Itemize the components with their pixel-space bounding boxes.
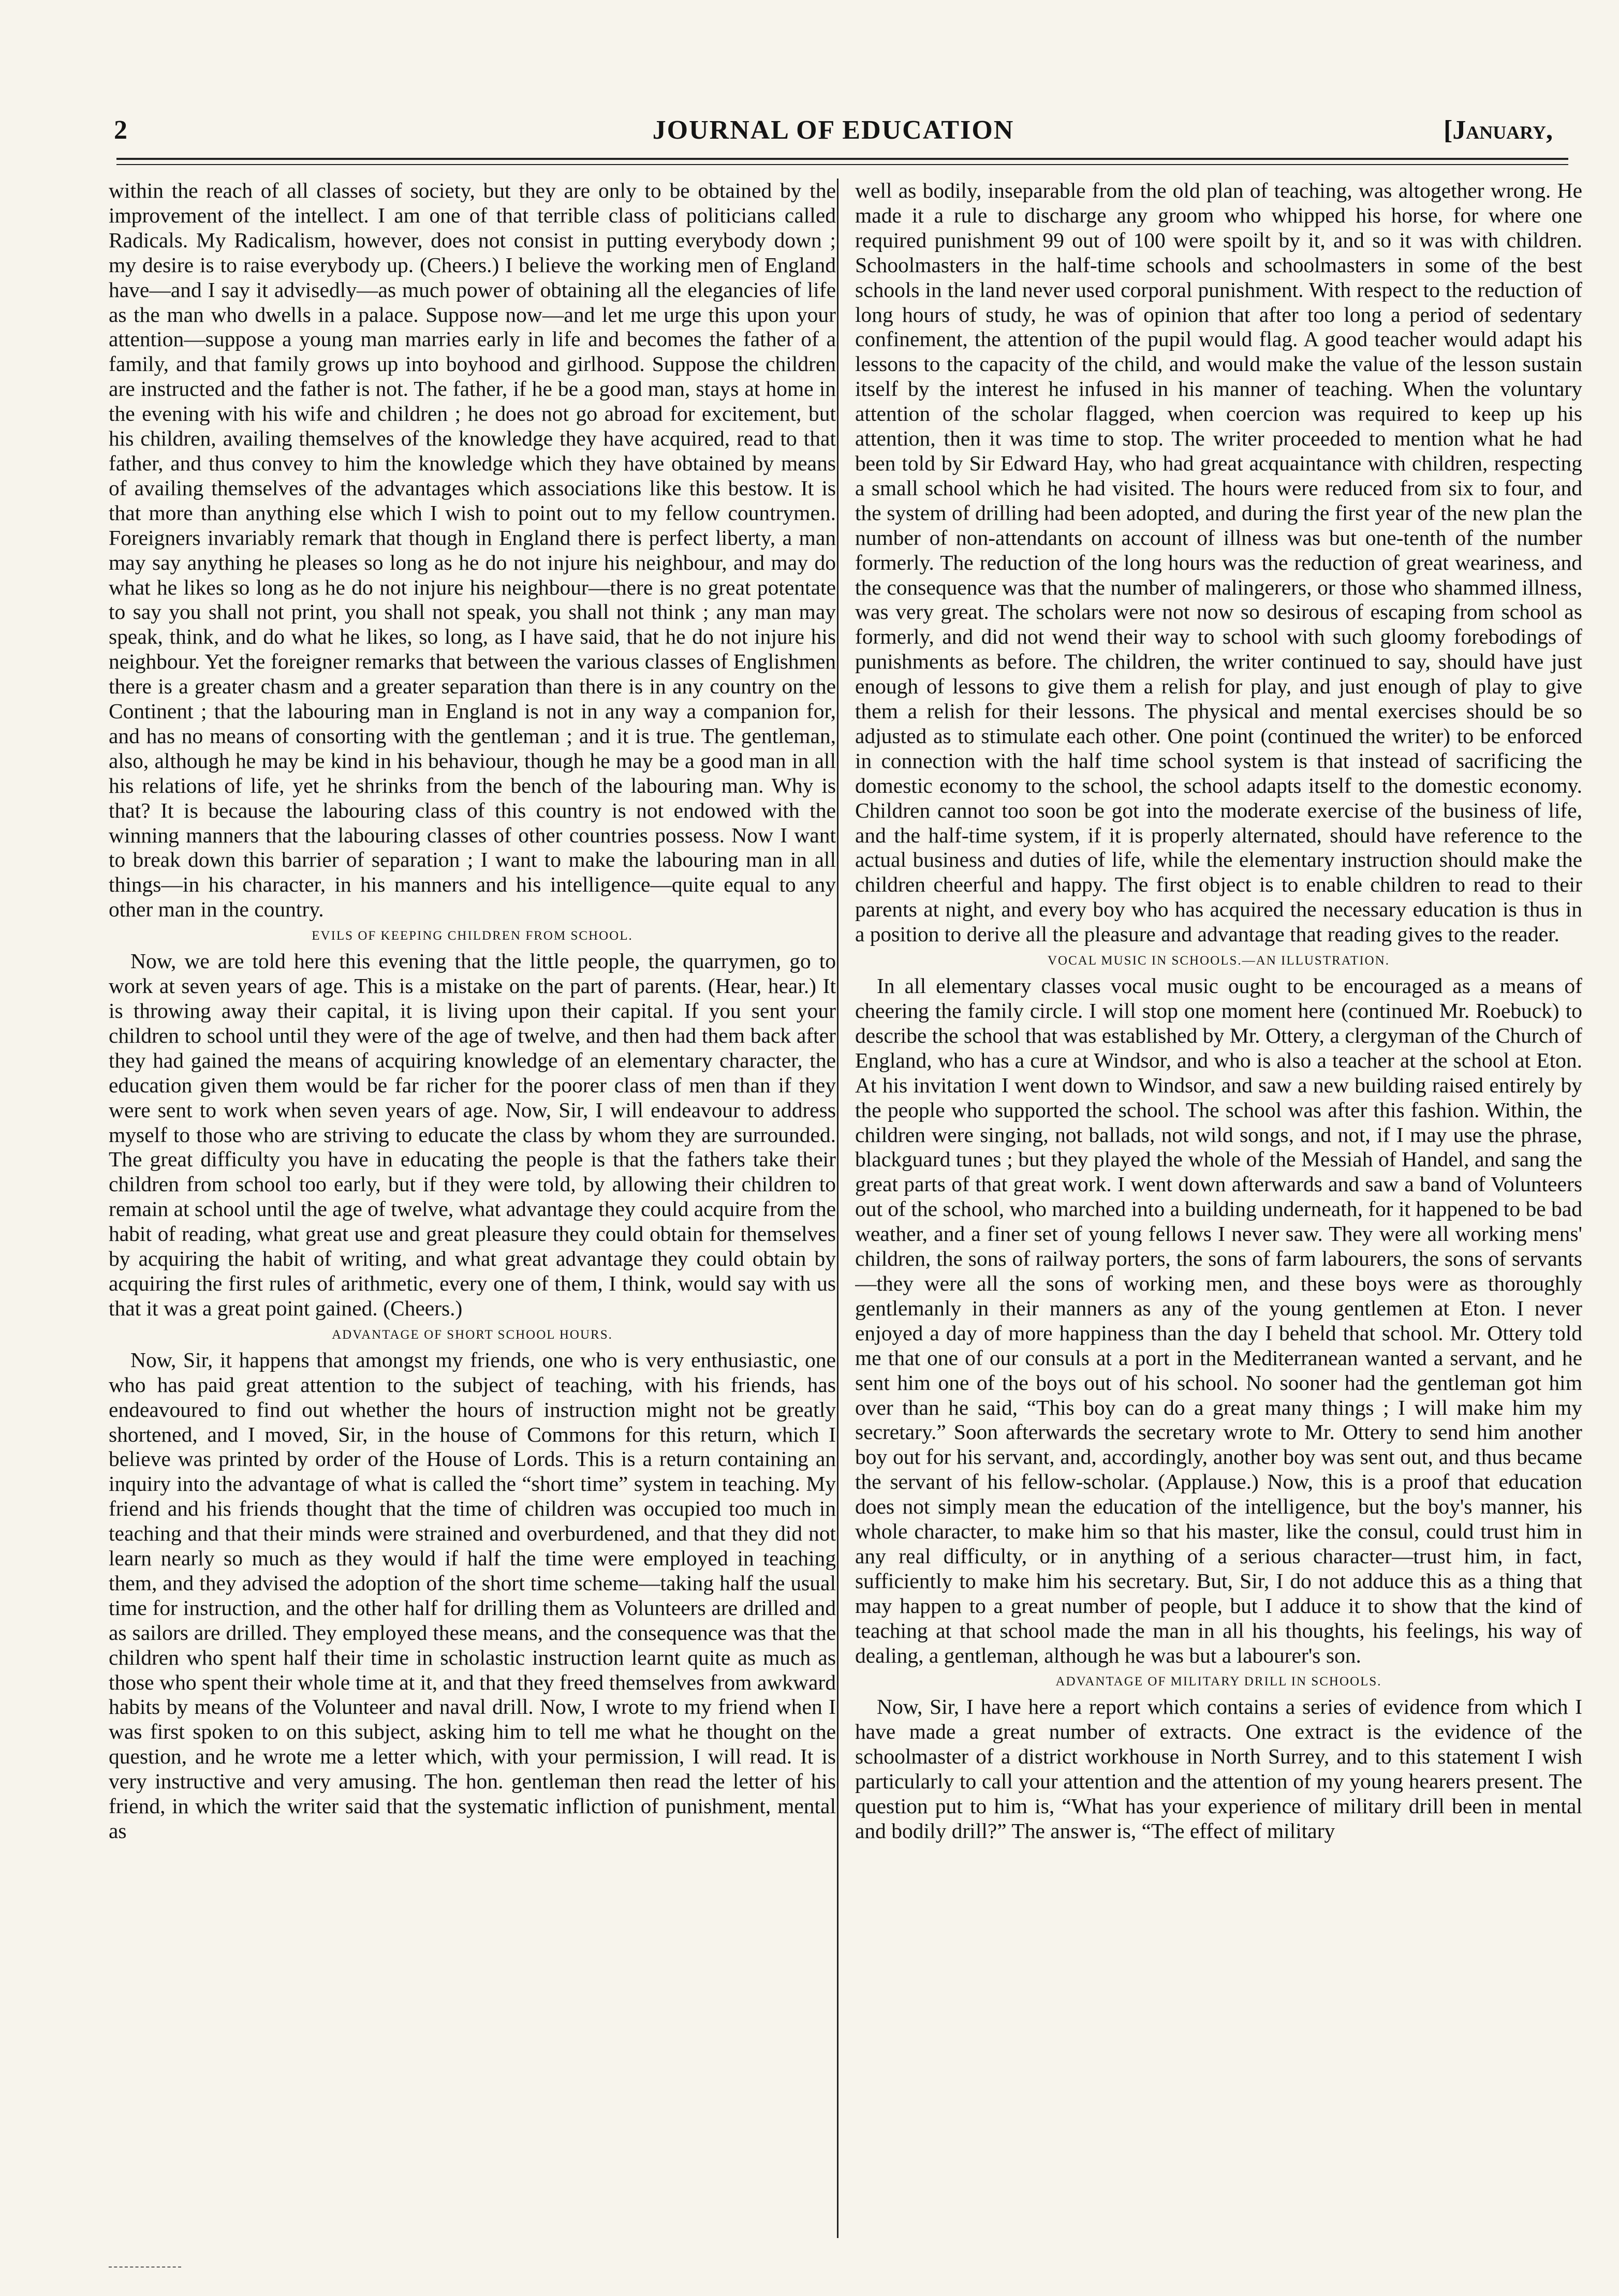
column-divider: [837, 179, 838, 2238]
paragraph-punishment: well as bodily, inseparable from the old plan of teaching, was altogether wrong. He made it a rule to discharge any groom who whipped his horse, for where one required punishment 99 out of 100 were spoilt by it, and so it was with children. Schoolmasters in the half-time schools and schoolmasters in some of the best schools in the land never used corporal punishment. With respect to the reduction of long hours of study, he was of opinion that after too long a period of sedentary confinement, the attention of the pupil would flag. A good teacher would adapt his lessons to the capacity of the child, and would make the value of the lesson sustain itself by the interest he infused in his manner of teaching. When the voluntary attention of the scholar flagged, when coercion was required to keep up his attention, then it was time to stop. The writer proceeded to mention what he had been told by Sir Edward Hay, who had great acquaintance with children, respecting a small school which he had visited. The hours were reduced from six to four, and the system of drilling had been adopted, and during the first year of the new plan the number of non-attendants on account of illness was but one-tenth of the number formerly. The reduction of the long hours was the reduction of great weariness, and the consequence was that the number of malingerers, or those who shammed illness, was very great. The scholars were not now so desirous of escaping from school as formerly, and did not wend their way to school with such gloomy forebodings of punishments as before. The children, the writer continued to say, should have just enough of lessons to give them a relish for play, and just enough of play to give them a relish for their lessons. The physical and mental exercises should be so adjusted as to stimulate each other. One point (continued the writer) to be enforced in connection with the half time school system is that instead of sacrificing the domestic economy to the school, the school adapts itself to the domestic economy. Children cannot too soon be got into the moderate exercise of the business of life, and the half-time system, if it is properly alternated, should have reference to the actual business and duties of life, while the elementary instruction should make the children cheerful and happy. The first object is to enable children to read to their parents at night, and every boy who has acquired the necessary education is thus in a position to derive all the pleasure and advantage that reading gives to the reader.: [855, 179, 1582, 946]
paragraph-military-drill: Now, Sir, I have here a report which contains a series of evidence from which I have made a great number of extracts. One extract is the evidence of the schoolmaster of a district workhouse in North Surrey, and to this statement I wish particularly to call your attention and the attention of my young hearers present. The question put to him is, “What has your experience of military drill been in mental and bodily drill?” The answer is, “The effect of military: [855, 1695, 1582, 1843]
section-heading-evils: EVILS OF KEEPING CHILDREN FROM SCHOOL.: [312, 929, 633, 943]
section-heading-vocal-music: VOCAL MUSIC IN SCHOOLS.—AN ILLUSTRATION.: [1047, 954, 1390, 968]
header-rule-thick: [116, 158, 1568, 160]
paragraph-evils: Now, we are told here this evening that the little people, the quarrymen, go to work at seven years of age. This is a mistake on the part of parents. (Hear, hear.) It is throwing away their capital, it is living upon their capital. If you sent your children to school until they were of the age of twelve, and then had them back after they had gained the means of acquiring knowledge of an elementary character, the education given them would be far richer for the poorer class of men than if they were sent to work when seven years of age. Now, Sir, I will endeavour to address myself to those who are striving to educate the class by whom they are surrounded. The great difficulty you have in educating the people is that the fathers take their children from school too early, but if they were told, by allowing their children to remain at school until the age of twelve, what advantage they could acquire from the habit of reading, what great use and great pleasure they could obtain for themselves by acquiring the habit of writing, and what great advantage they could obtain by acquiring the first rules of arithmetic, every one of them, I think, would say with us that it was a great point gained. (Cheers.): [109, 949, 836, 1320]
page-bottom-mark: [109, 2267, 181, 2268]
paragraph-short-hours: Now, Sir, it happens that amongst my friends, one who is very enthusiastic, one who has paid great attention to the subject of teaching, with his friends, has endeavoured to find out whether the hours of instruction might not be greatly shortened, and I moved, Sir, in the house of Commons for this return, which I believe was printed by order of the House of Lords. This is a return containing an inquiry into the advantage of what is called the “short time” system in teaching. My friend and his friends thought that the time of children was occupied too much in teaching and that their minds were strained and overburdened, and that they did not learn nearly so much as they would if half the time were employed in teaching them, and they advised the adoption of the short time scheme—taking half the usual time for instruction, and the other half for drilling them as Volunteers are drilled and as sailors are drilled. They employed these means, and the consequence was that the children who spent half their time in scholastic instruction learnt quite as much as those who spent their whole time at it, and that they freed themselves from awkward habits by means of the Volunteer and naval drill. Now, I wrote to my friend when I was first spoken to on this subject, asking him to tell me what he thought on the question, and he wrote me a letter which, with your permission, I will read. It is very instructive and very amusing. The hon. gentleman then read the letter of his friend, in which the writer said that the systematic infliction of punishment, mental as: [109, 1347, 836, 1843]
paragraph-radicalism: within the reach of all classes of society, but they are only to be obtained by the improvement of the intellect. I am one of that terrible class of politicians called Radicals. My Radicalism, however, does not consist in putting everybody down ; my desire is to raise everybody up. (Cheers.) I believe the working men of England have—and I say it advisedly—as much power of obtaining all the elegancies of life as the man who dwells in a palace. Suppose now—and let me urge this upon your attention—suppose a young man marries early in life and becomes the father of a family, and that family grows up into boyhood and girlhood. Suppose the children are instructed and the father is not. The father, if he be a good man, stays at home in the evening with his wife and children ; he does not go abroad for excitement, but his children, availing themselves of the knowledge they have acquired, read to that father, and thus convey to him the knowledge which they have obtained by means of availing themselves of the advantages which associations like this bestow. It is that more than anything else which I wish to point out to my fellow countrymen. Foreigners invariably remark that though in England there is perfect liberty, a man may say anything he pleases so long as he do not injure his neighbour, and may do what he likes so long as he do not injure his neighbour—there is no great potentate to say you shall not print, you shall not speak, you shall not think ; any man may speak, think, and do what he likes, so long, as I have said, that he do not injure his neighbour. Yet the foreigner remarks that between the various classes of Englishmen there is a greater chasm and a greater separation than there is in any country on the Continent ; that the labouring man in England is not in any way a companion for, and has no means of consorting with the gentleman ; and it is true. The gentleman, also, although he may be kind in his behaviour, though he may be a good man in all his relations of life, yet he shrinks from the bench of the labouring man. Why is that? It is because the labouring class of this country is not endowed with the winning manners that the labouring classes of other countries possess. Now I want to break down this barrier of separation ; I want to make the labouring man in all things—in his character, in his manners and his intelligence—quite equal to any other man in the country.: [109, 179, 836, 922]
section-heading-short-hours: ADVANTAGE OF SHORT SCHOOL HOURS.: [332, 1327, 613, 1342]
header-month: [January,: [1443, 115, 1553, 145]
header-rule-thin: [116, 164, 1568, 165]
page-number: 2: [114, 115, 127, 145]
left-column: [109, 179, 836, 2241]
right-column: [855, 179, 1582, 2241]
running-header: [109, 115, 1558, 151]
section-heading-military-drill: ADVANTAGE OF MILITARY DRILL IN SCHOOLS.: [1055, 1675, 1382, 1689]
paragraph-vocal-music: In all elementary classes vocal music ought to be encouraged as a means of cheering the family circle. I will stop one moment here (continued Mr. Roebuck) to describe the school that was established by Mr. Ottery, a clergyman of the Church of England, who has a cure at Windsor, and who is also a teacher at the school at Eton. At his invitation I went down to Windsor, and saw a new building raised entirely by the people who supported the school. The school was after this fashion. Within, the children were singing, not ballads, not wild songs, and not, if I may use the phrase, blackguard tunes ; but they played the whole of the Messiah of Handel, and sang the great parts of that great work. I went down afterwards and saw a band of Volunteers out of the school, who marched into a building underneath, for it happened to be bad weather, and a finer set of young fellows I never saw. They were all working mens' children, the sons of railway porters, the sons of farm labourers, the sons of servants—they were all the sons of working men, and these boys were as thoroughly gentlemanly in their manners as any of the young gentlemen at Eton. I never enjoyed a day of more happiness than the day I beheld that school. Mr. Ottery told me that one of our consuls at a port in the Mediterranean wanted a servant, and he sent him one of the boys out of his school. No sooner had the gentleman got him over than he said, “This boy can do a great many things ; I will make him my secretary.” Soon afterwards the secretary wrote to Mr. Ottery to send him another boy out for his servant, and, accordingly, another boy was sent out, and thus became the servant of his fellow-scholar. (Applause.) Now, this is a proof that education does not simply mean the education of the intelligence, but the boy's manner, his whole character, to make him so that his master, like the consul, could trust him in any real difficulty, or in anything of a serious character—trust him, in fact, sufficiently to make him his secretary. But, Sir, I do not adduce this as a thing that may happen to a great number of people, but I adduce it to show that the kind of teaching at that school made the man in all his thoughts, his feelings, his way of dealing, a gentleman, although he was but a labourer's son.: [855, 974, 1582, 1667]
journal-title: JOURNAL OF EDUCATION: [652, 115, 1014, 145]
